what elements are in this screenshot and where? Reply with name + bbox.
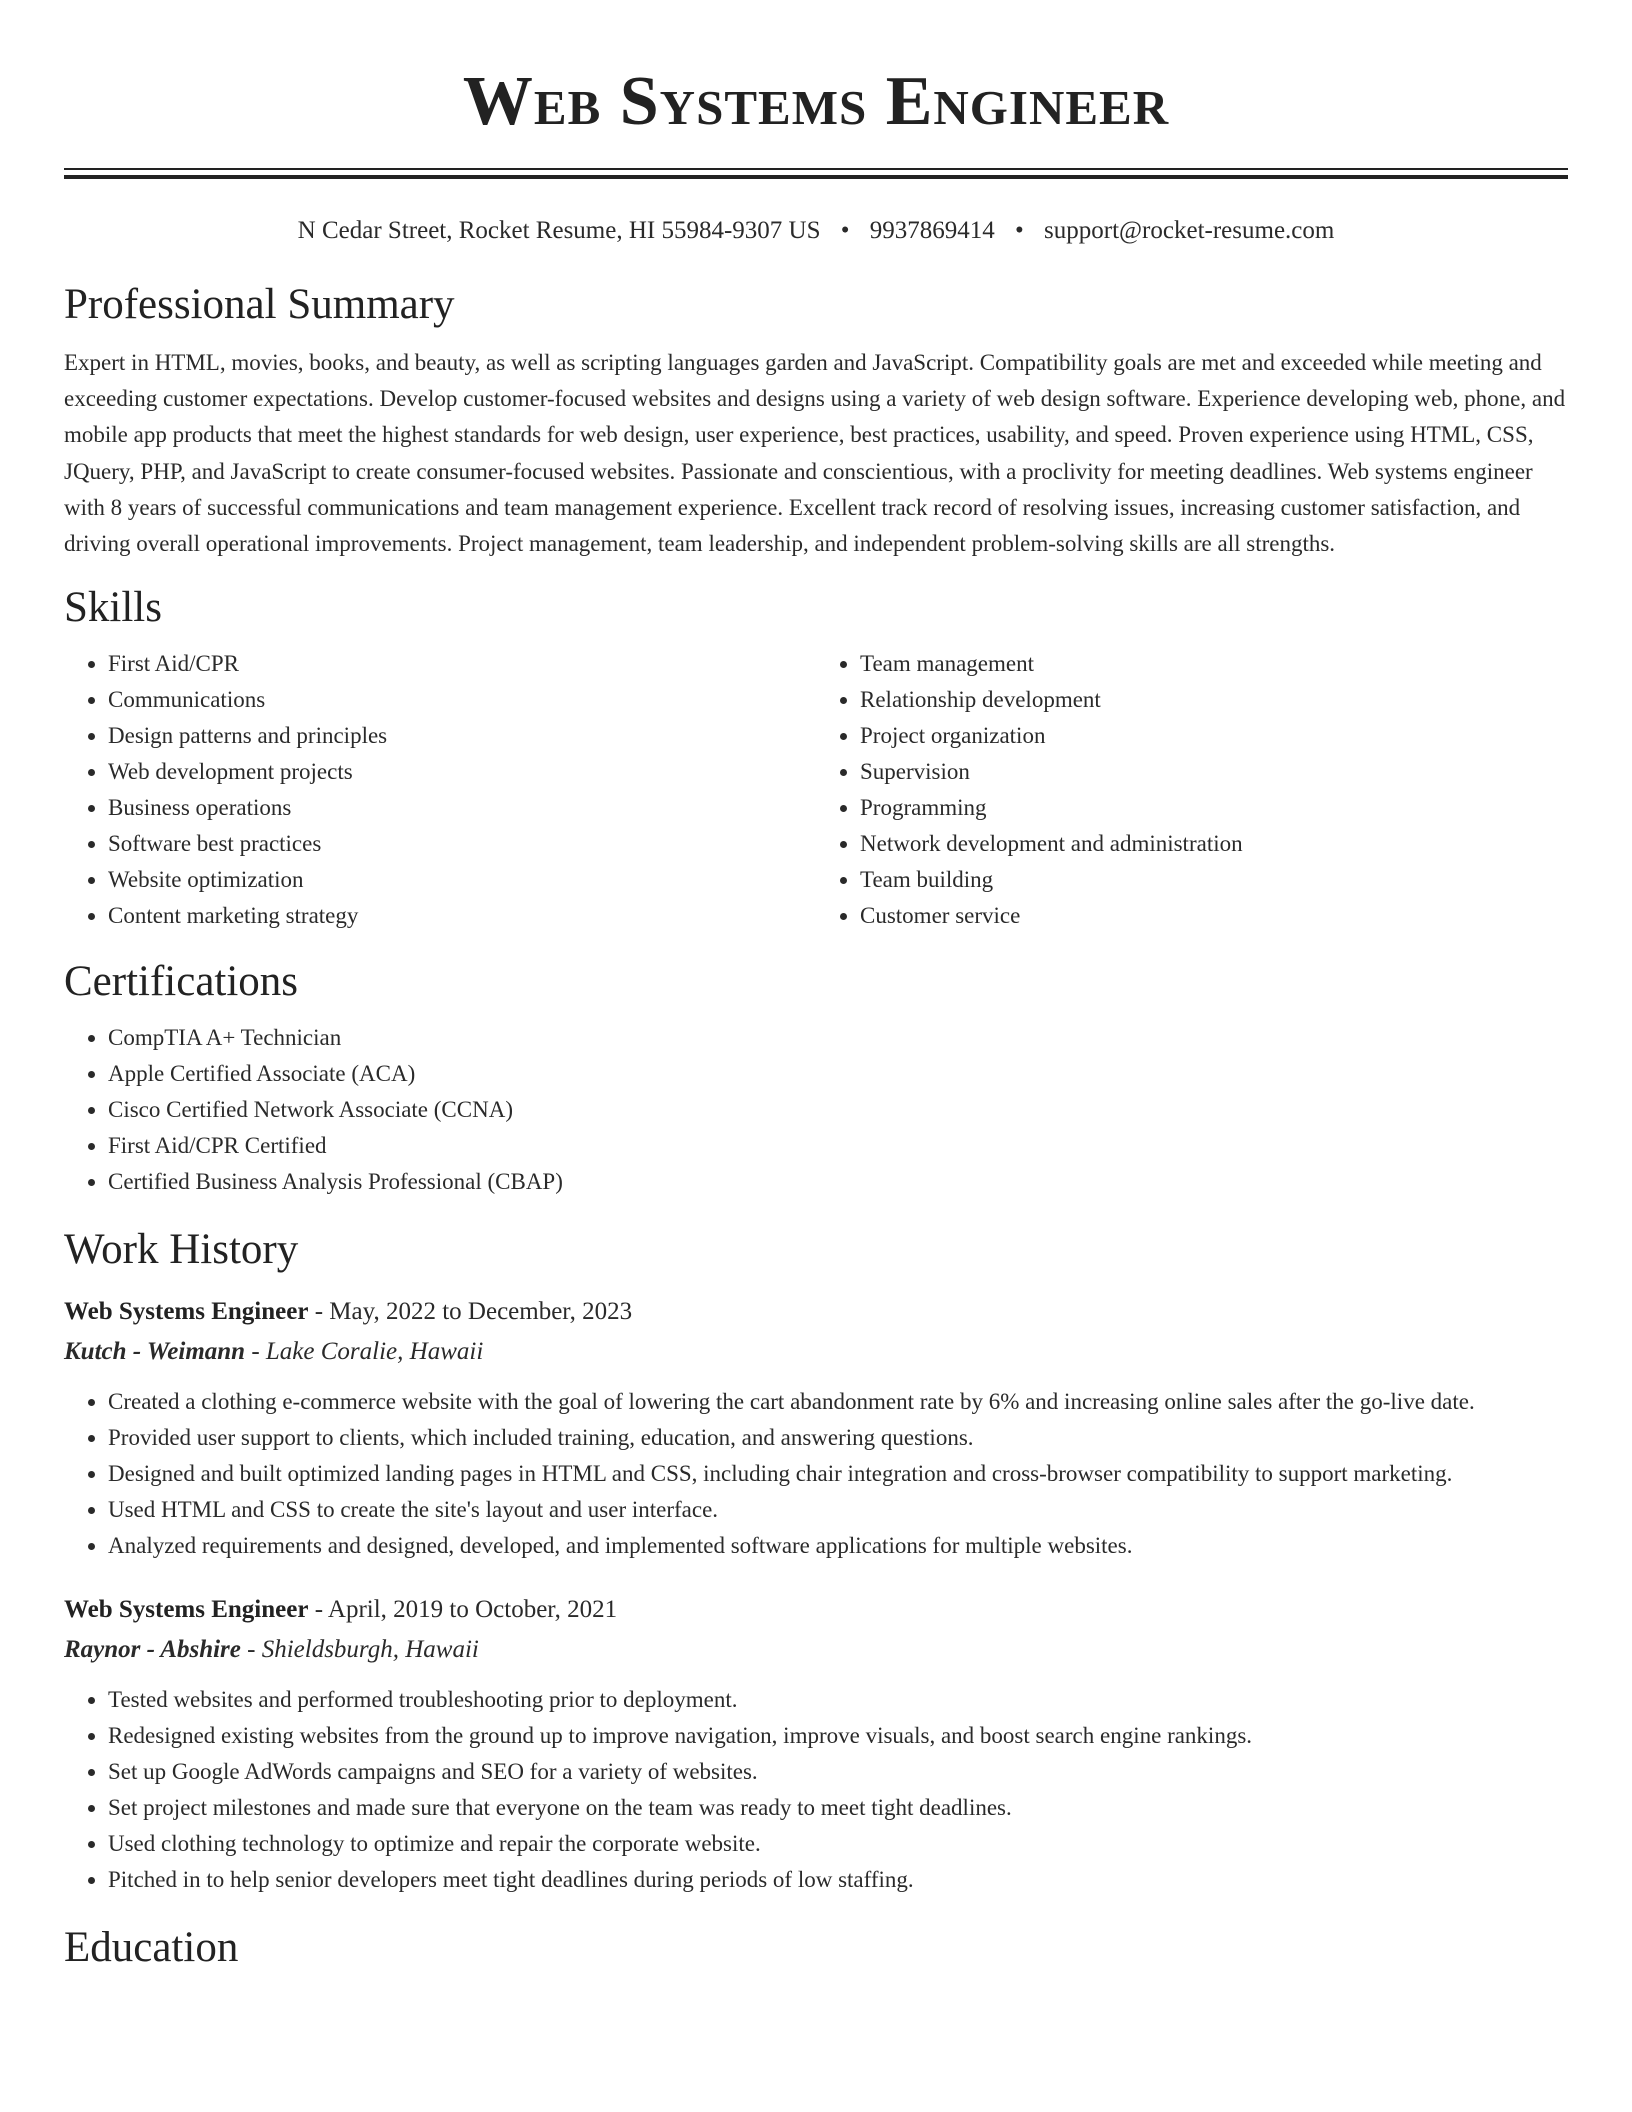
job-bullet: • Used HTML and CSS to create the site's layout and user interface. <box>108 1492 1568 1528</box>
job-bullet: • Set project milestones and made sure that everyone on the team was ready to meet tight deadlines. <box>108 1790 1568 1826</box>
job-title: Web Systems Engineer <box>64 1596 309 1624</box>
job-bullet: • Pitched in to help senior developers meet tight deadlines during periods of low staffing. <box>108 1862 1568 1898</box>
job-company: Raynor - Abshire <box>64 1636 241 1664</box>
contact-separator: • <box>1015 217 1024 244</box>
skill-item: • First Aid/CPR <box>108 646 816 682</box>
contact-phone: 9937869414 <box>869 217 995 244</box>
job-bullet: • Provided user support to clients, which included training, education, and answering questions. <box>108 1420 1568 1456</box>
certification-item: • Cisco Certified Network Associate (CCNA) <box>108 1092 1568 1128</box>
contact-email: support@rocket-resume.com <box>1044 217 1335 244</box>
job-bullets <box>64 1384 1568 1564</box>
skill-item: • Website optimization <box>108 862 816 898</box>
job-company-line <box>64 1332 1568 1372</box>
skills-list-left <box>64 646 816 934</box>
certification-item: • Apple Certified Associate (ACA) <box>108 1056 1568 1092</box>
skill-item: • Software best practices <box>108 826 816 862</box>
job-entry <box>64 1292 1568 1564</box>
certification-item: • CompTIA A+ Technician <box>108 1020 1568 1056</box>
skill-item: • Supervision <box>860 754 1568 790</box>
skill-item: • Relationship development <box>860 682 1568 718</box>
job-location: - Lake Coralie, Hawaii <box>245 1338 484 1366</box>
job-bullet: • Used clothing technology to optimize and repair the corporate website. <box>108 1826 1568 1862</box>
contact-address: N Cedar Street, Rocket Resume, HI 55984-9307 US <box>297 217 821 244</box>
skill-item: • Communications <box>108 682 816 718</box>
job-company: Kutch - Weimann <box>64 1338 246 1366</box>
skills-list-right <box>816 646 1568 934</box>
job-bullet: • Redesigned existing websites from the ground up to improve navigation, improve visuals, and boost search engine rankings. <box>108 1718 1568 1754</box>
header-divider <box>64 168 1568 179</box>
skill-item: • Business operations <box>108 790 816 826</box>
education-heading: Education <box>64 1924 239 1972</box>
skill-item: • Customer service <box>860 898 1568 934</box>
certifications-list <box>64 1020 1568 1200</box>
job-location: - Shieldsburgh, Hawaii <box>240 1636 479 1664</box>
contact-separator: • <box>840 217 850 244</box>
job-company-line <box>64 1630 1568 1670</box>
job-bullet: • Designed and built optimized landing pages in HTML and CSS, including chair integration and cross-browser compatibility to support marketing. <box>108 1456 1568 1492</box>
job-bullet: • Tested websites and performed troubleshooting prior to deployment. <box>108 1682 1568 1718</box>
job-bullet: • Created a clothing e-commerce website with the goal of lowering the cart abandonment rate by 6% and increasing online sales after the go-live date. <box>108 1384 1568 1420</box>
skill-item: • Team management <box>860 646 1568 682</box>
skill-item: • Web development projects <box>108 754 816 790</box>
job-dates: - April, 2019 to October, 2021 <box>308 1596 618 1624</box>
certifications-heading: Certifications <box>64 958 299 1006</box>
contact-line <box>64 215 1568 247</box>
skill-item: • Design patterns and principles <box>108 718 816 754</box>
summary-heading: Professional Summary <box>64 281 455 328</box>
job-title-line <box>64 1292 1568 1332</box>
work-history-heading: Work History <box>64 1226 299 1274</box>
skill-item: • Project organization <box>860 718 1568 754</box>
skill-item: • Content marketing strategy <box>108 898 816 934</box>
job-title-line <box>64 1590 1568 1630</box>
resume-name-title: Web Systems Engineer <box>462 63 1170 140</box>
job-bullet: • Analyzed requirements and designed, developed, and implemented software applications for multiple websites. <box>108 1528 1568 1564</box>
summary-text: Expert in HTML, movies, books, and beauty, as well as scripting languages garden and JavaScript. Compatibility goals are met and exceeded while meeting and exceeding customer expectations. Develop customer-focused websites and designs using a variety of web design software. Experience developing web, phone, and mobile app products that meet the highest standards for web design, user experience, best practices, usability, and speed. Proven experience using HTML, CSS, JQuery, PHP, and JavaScript to create consumer-focused websites. Passionate and conscientious, with a proclivity for meeting deadlines. Web systems engineer with 8 years of successful communications and team management experience. Excellent track record of resolving issues, increasing customer satisfaction, and driving overall operational improvements. Project management, team leadership, and independent problem-solving skills are all strengths. <box>64 350 1566 557</box>
skills-heading: Skills <box>64 584 162 632</box>
job-bullets <box>64 1682 1568 1898</box>
skill-item: • Programming <box>860 790 1568 826</box>
job-bullet: • Set up Google AdWords campaigns and SEO for a variety of websites. <box>108 1754 1568 1790</box>
job-entry <box>64 1590 1568 1898</box>
certification-item: • Certified Business Analysis Professional (CBAP) <box>108 1164 1568 1200</box>
certification-item: • First Aid/CPR Certified <box>108 1128 1568 1164</box>
skill-item: • Network development and administration <box>860 826 1568 862</box>
job-dates: - May, 2022 to December, 2023 <box>308 1298 633 1326</box>
job-title: Web Systems Engineer <box>64 1298 309 1326</box>
skill-item: • Team building <box>860 862 1568 898</box>
skills-grid <box>64 646 1568 934</box>
